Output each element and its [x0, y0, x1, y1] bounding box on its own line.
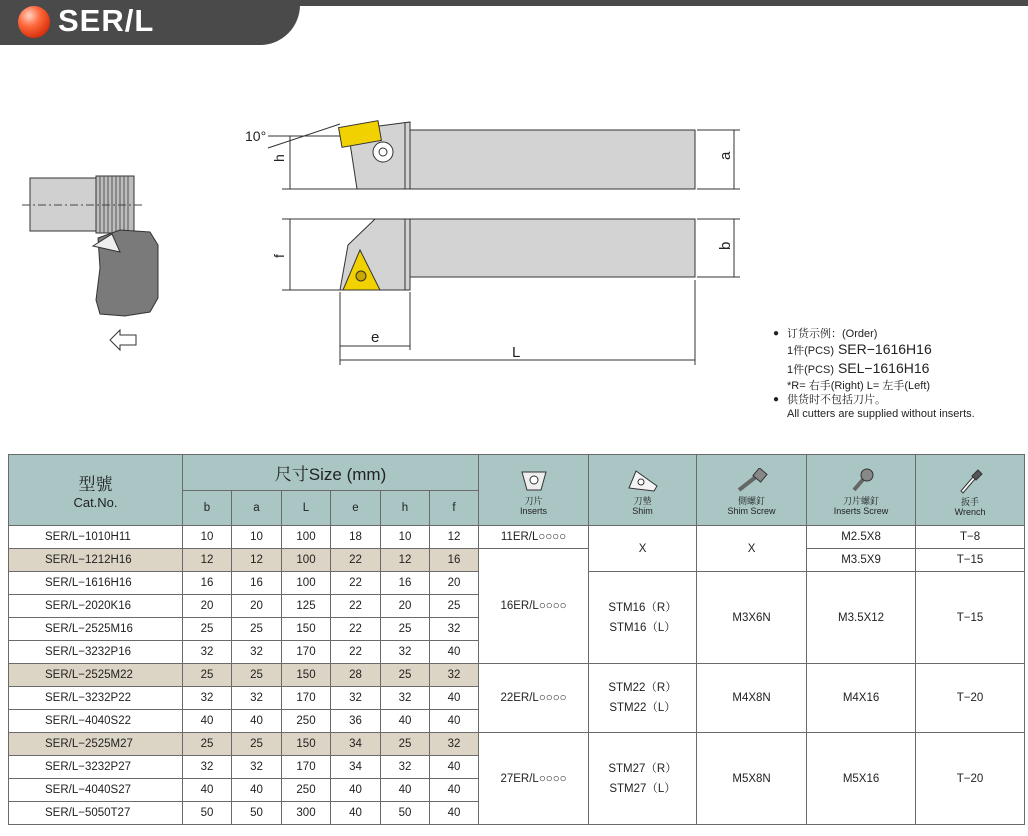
catno-en: Cat.No. — [73, 495, 118, 510]
value-cell: 170 — [282, 756, 331, 779]
value-cell: 125 — [282, 595, 331, 618]
value-cell: 20 — [381, 595, 430, 618]
shimscrew-header — [697, 455, 807, 526]
order-line2-code: SEL−1616H16 — [837, 360, 930, 376]
shim-en: Shim — [632, 506, 653, 516]
value-cell: 32 — [331, 687, 381, 710]
col-a: a — [232, 491, 282, 526]
value-cell: 40 — [232, 779, 282, 802]
shim-cell: X — [589, 526, 697, 572]
value-cell: 300 — [282, 802, 331, 825]
model-cell: SER/L−5050T27 — [9, 802, 183, 825]
value-cell: 50 — [232, 802, 282, 825]
insscrew-cell: M3.5X9 — [807, 549, 916, 572]
value-cell: 40 — [183, 710, 232, 733]
value-cell: 20 — [232, 595, 282, 618]
insscrew-cn: 刀片螺釘 — [843, 496, 880, 506]
wrench-en: Wrench — [954, 507, 986, 517]
value-cell: 25 — [381, 618, 430, 641]
insscrew-cell: M5X16 — [807, 733, 916, 825]
page-title: SER/L — [58, 3, 155, 38]
value-cell: 32 — [232, 641, 282, 664]
value-cell: 36 — [331, 710, 381, 733]
value-cell: 250 — [282, 710, 331, 733]
insert-icon — [519, 468, 549, 494]
size-header: 尺寸Size (mm) — [183, 455, 479, 491]
feed-arrow-icon — [110, 330, 136, 350]
value-cell: 32 — [183, 641, 232, 664]
col-e: e — [331, 491, 381, 526]
shimscrew-cell: M3X6N — [697, 572, 807, 664]
value-cell: 40 — [381, 710, 430, 733]
value-cell: 16 — [183, 572, 232, 595]
shim-cell — [589, 733, 697, 825]
dim-f: f — [271, 254, 287, 258]
value-cell: 25 — [232, 733, 282, 756]
value-cell: 22 — [331, 618, 381, 641]
value-cell: 250 — [282, 779, 331, 802]
value-cell: 50 — [183, 802, 232, 825]
supply-note-cn: 供货时不包括刀片。 — [787, 394, 886, 406]
value-cell: 170 — [282, 687, 331, 710]
model-cell: SER/L−4040S22 — [9, 710, 183, 733]
insert-cell: 22ER/L○○○○ — [479, 664, 589, 733]
value-cell: 40 — [430, 687, 479, 710]
supply-note-en: All cutters are supplied without inserts. — [787, 408, 975, 420]
wrench-header — [916, 455, 1025, 526]
col-f: f — [430, 491, 479, 526]
order-line1-code: SER−1616H16 — [837, 341, 932, 357]
inserts-en: Inserts — [520, 506, 548, 516]
order-header: 订货示例：(Order) — [787, 328, 878, 340]
value-cell: 25 — [381, 733, 430, 756]
value-cell: 22 — [331, 549, 381, 572]
value-cell: 40 — [430, 756, 479, 779]
value-cell: 100 — [282, 572, 331, 595]
model-cell: SER/L−3232P27 — [9, 756, 183, 779]
dim-b: b — [717, 241, 734, 250]
value-cell: 22 — [331, 641, 381, 664]
value-cell: 100 — [282, 549, 331, 572]
wrench-cn: 扳手 — [961, 497, 980, 507]
col-L: L — [282, 491, 331, 526]
value-cell: 32 — [232, 756, 282, 779]
shim-cn: 刀墊 — [633, 496, 652, 506]
wrench-cell: T−8 — [916, 526, 1025, 549]
shim-l: STM22（L） — [609, 702, 676, 714]
value-cell: 16 — [430, 549, 479, 572]
value-cell: 150 — [282, 664, 331, 687]
insert-cell: 27ER/L○○○○ — [479, 733, 589, 825]
shim-l: STM27（L） — [609, 782, 676, 795]
shimscrew-cn: 側螺釘 — [738, 496, 766, 506]
hand-line: *R= 右手(Right) L= 左手(Left) — [787, 380, 931, 392]
value-cell: 34 — [331, 756, 381, 779]
value-cell: 12 — [183, 549, 232, 572]
value-cell: 25 — [183, 664, 232, 687]
shim-cell — [589, 572, 697, 664]
value-cell: 16 — [232, 572, 282, 595]
order-line1-prefix: 1件(PCS) — [787, 345, 835, 357]
value-cell: 25 — [183, 618, 232, 641]
value-cell: 32 — [430, 664, 479, 687]
col-h: h — [381, 491, 430, 526]
model-cell: SER/L−1212H16 — [9, 549, 183, 572]
value-cell: 16 — [381, 572, 430, 595]
side-view — [282, 219, 740, 365]
value-cell: 25 — [232, 618, 282, 641]
model-cell: SER/L−1010H11 — [9, 526, 183, 549]
value-cell: 40 — [183, 779, 232, 802]
model-cell: SER/L−2020K16 — [9, 595, 183, 618]
order-line2-prefix: 1件(PCS) — [787, 364, 835, 376]
insscrew-cell: M3.5X12 — [807, 572, 916, 664]
model-cell: SER/L−2525M22 — [9, 664, 183, 687]
value-cell: 50 — [381, 802, 430, 825]
value-cell: 32 — [430, 733, 479, 756]
shim-screw-icon — [735, 468, 769, 494]
top-view — [268, 121, 740, 189]
wrench-cell: T−15 — [916, 549, 1025, 572]
shim-icon — [626, 468, 660, 494]
wrench-cell: T−20 — [916, 664, 1025, 733]
value-cell: 150 — [282, 733, 331, 756]
value-cell: 40 — [381, 779, 430, 802]
value-cell: 32 — [430, 618, 479, 641]
value-cell: 40 — [430, 710, 479, 733]
value-cell: 32 — [232, 687, 282, 710]
value-cell: 22 — [331, 595, 381, 618]
value-cell: 40 — [430, 641, 479, 664]
wrench-cell: T−15 — [916, 572, 1025, 664]
value-cell: 20 — [183, 595, 232, 618]
value-cell: 32 — [381, 641, 430, 664]
table-row — [9, 549, 1025, 572]
insert-screw-icon — [846, 468, 876, 494]
value-cell: 20 — [430, 572, 479, 595]
catno-cn: 型號 — [78, 475, 113, 494]
angle-label: 10° — [245, 128, 267, 144]
insscrew-header — [807, 455, 916, 526]
value-cell: 40 — [232, 710, 282, 733]
shimscrew-cell: M4X8N — [697, 664, 807, 733]
spec-table — [8, 454, 1025, 825]
col-b: b — [183, 491, 232, 526]
value-cell: 25 — [183, 733, 232, 756]
value-cell: 10 — [232, 526, 282, 549]
dim-L: L — [512, 344, 521, 361]
value-cell: 170 — [282, 641, 331, 664]
inserts-header — [479, 455, 589, 526]
value-cell: 100 — [282, 526, 331, 549]
shim-r: STM16（R） — [608, 601, 677, 614]
model-cell: SER/L−3232P16 — [9, 641, 183, 664]
workpiece-illustration — [22, 176, 158, 350]
insscrew-cell: M4X16 — [807, 664, 916, 733]
bullet-dot-icon: ● — [773, 394, 780, 405]
insert-cell: 16ER/L○○○○ — [479, 549, 589, 664]
inserts-cn: 刀片 — [524, 496, 543, 506]
value-cell: 22 — [331, 572, 381, 595]
model-cell: SER/L−2525M27 — [9, 733, 183, 756]
value-cell: 28 — [331, 664, 381, 687]
value-cell: 25 — [232, 664, 282, 687]
wrench-cell: T−20 — [916, 733, 1025, 825]
value-cell: 25 — [430, 595, 479, 618]
value-cell: 10 — [183, 526, 232, 549]
shim-cell — [589, 664, 697, 733]
value-cell: 32 — [183, 687, 232, 710]
shim-l: STM16（L） — [609, 621, 676, 634]
value-cell: 12 — [381, 549, 430, 572]
shimscrew-cell: M5X8N — [697, 733, 807, 825]
order-note — [773, 327, 975, 421]
value-cell: 34 — [331, 733, 381, 756]
shim-r: STM27（R） — [608, 762, 677, 775]
insscrew-cell: M2.5X8 — [807, 526, 916, 549]
value-cell: 32 — [381, 756, 430, 779]
value-cell: 12 — [430, 526, 479, 549]
value-cell: 12 — [232, 549, 282, 572]
table-row — [9, 526, 1025, 549]
model-cell: SER/L−4040S27 — [9, 779, 183, 802]
value-cell: 40 — [430, 802, 479, 825]
value-cell: 25 — [381, 664, 430, 687]
shimscrew-en: Shim Screw — [727, 506, 776, 516]
table-row — [9, 733, 1025, 756]
value-cell: 18 — [331, 526, 381, 549]
bullet-dot-icon: ● — [773, 328, 780, 339]
dim-a: a — [717, 151, 734, 160]
insscrew-en: Inserts Screw — [833, 506, 889, 516]
shim-r: STM22（R） — [608, 682, 677, 694]
value-cell: 150 — [282, 618, 331, 641]
catno-header — [9, 455, 183, 526]
value-cell: 32 — [381, 687, 430, 710]
value-cell: 40 — [331, 779, 381, 802]
model-cell: SER/L−1616H16 — [9, 572, 183, 595]
wrench-icon — [955, 467, 985, 495]
model-cell: SER/L−3232P22 — [9, 687, 183, 710]
shimscrew-cell: X — [697, 526, 807, 572]
value-cell: 10 — [381, 526, 430, 549]
insert-cell: 11ER/L○○○○ — [479, 526, 589, 549]
model-cell: SER/L−2525M16 — [9, 618, 183, 641]
value-cell: 40 — [331, 802, 381, 825]
table-row — [9, 664, 1025, 687]
dim-h: h — [271, 154, 287, 162]
shim-header — [589, 455, 697, 526]
value-cell: 40 — [430, 779, 479, 802]
dim-e: e — [371, 329, 380, 346]
value-cell: 32 — [183, 756, 232, 779]
